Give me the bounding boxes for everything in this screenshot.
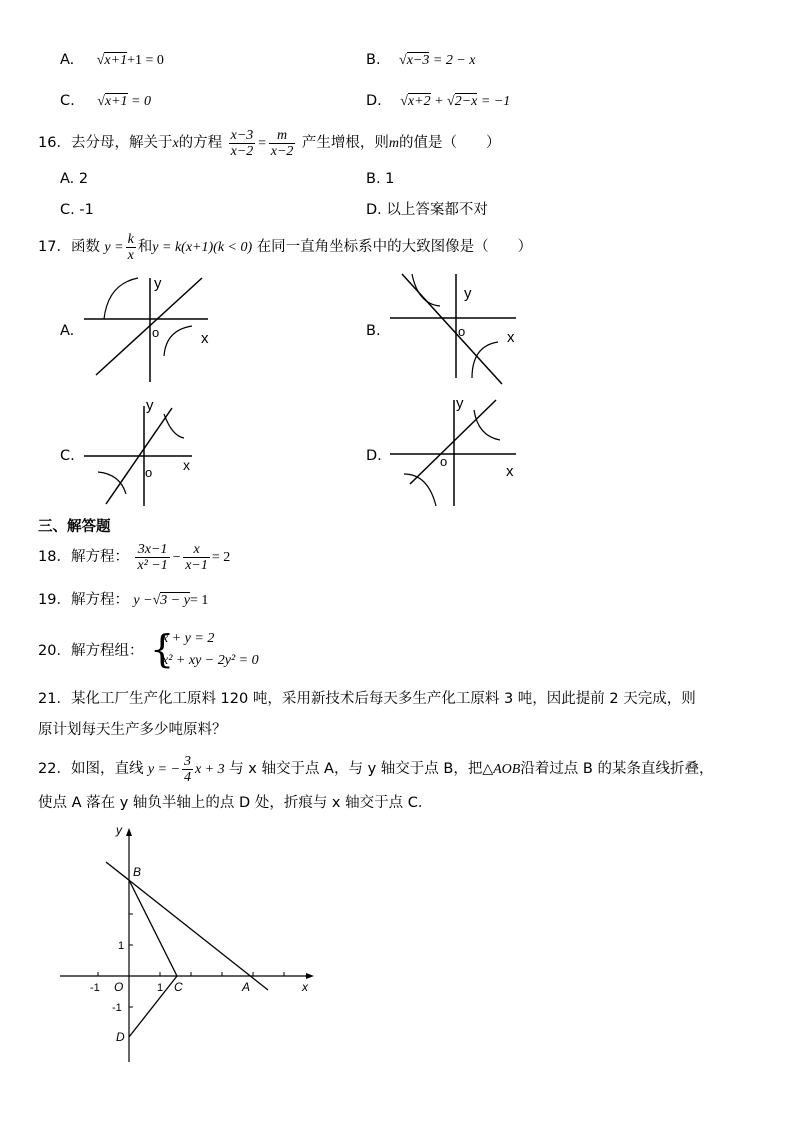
fig-x-label: x (302, 980, 308, 994)
q16-option-d: D. 以上答案都不对 (366, 202, 488, 218)
axis-x-label: x (506, 463, 514, 480)
axis-y-label: y (146, 397, 154, 414)
axis-y-label: y (154, 275, 162, 292)
q16-option-c: C. -1 (60, 202, 94, 218)
q17-graph-b (388, 270, 528, 390)
fig-point-b: B (133, 865, 142, 879)
fig-origin: O (114, 980, 124, 994)
origin-label: o (458, 324, 466, 339)
q17-graph-c (80, 396, 220, 508)
q17-label-d: D. (366, 448, 382, 464)
origin-label: o (145, 465, 153, 480)
q20-eq1: x + y = 2 (162, 631, 215, 646)
origin-label: o (440, 454, 448, 469)
axis-y-label: y (456, 396, 464, 412)
q19-stem: 19．解方程： y −√3 − y= 1 (38, 592, 209, 608)
origin-label: o (152, 325, 160, 340)
q16-stem: 16．去分母，解关于x的方程 $\frac{x-3}{x-2}$ = $\frac{m}{x-2}$ 产生增根，则m的值是（ ） (38, 127, 501, 159)
q17-label-c: C. (60, 448, 75, 464)
q20-eq2: x² + xy − 2y² = 0 (162, 653, 259, 668)
q22-stem: 22．如图，直线 y = − $\frac{3}{4}$ x + 3 与 x 轴交于点 A，与 y 轴交于点 B，把△AOB沿着过点 B 的某条直线折叠， (38, 753, 714, 785)
q17-stem: 17．函数 y = $\frac{k}{x}$ 和y = k(x+1)(k < 0) 在同一直角坐标系中的大致图像是（ ） (38, 231, 533, 263)
q17-label-b: B. (366, 323, 381, 339)
q22-line2: 使点 A 落在 y 轴负半轴上的点 D 处，折痕与 x 轴交于点 C． (38, 795, 433, 811)
q16-option-b: B. 1 (366, 171, 395, 187)
q20-stem: 20．解方程组： (38, 643, 144, 659)
q16-option-a: A. 2 (60, 171, 89, 187)
fig-y-one: 1 (118, 940, 125, 952)
q17-graph-a (80, 270, 220, 390)
q20-brace: { (150, 627, 175, 671)
q17-graph-d (386, 396, 526, 512)
axis-y-label: y (464, 285, 472, 302)
fig-point-d: D (116, 1030, 125, 1044)
fig-x-one: 1 (157, 982, 164, 994)
fig-x-neg1: -1 (90, 982, 100, 994)
q15-option-d: D. √x+2 + √2−x = −1 (366, 93, 511, 109)
section-heading: 三、解答题 (38, 519, 111, 535)
q15-option-c: C. √x+1 = 0 (60, 93, 151, 109)
fig-point-c: C (174, 980, 183, 994)
axis-x-label: x (183, 457, 190, 473)
q18-stem: 18．解方程： $\frac{3x-1}{\text{x² −1}}$ − $\frac{x}{x-1}$ = 2 (38, 541, 231, 573)
q21-line1: 21．某化工厂生产化工原料 120 吨，采用新技术后每天多生产化工原料 3 吨，因此提前 2 天完成，则 (38, 691, 696, 707)
q15-option-b: B. √x−3 = 2 − x (366, 52, 476, 68)
axis-x-label: x (507, 329, 515, 346)
axis-x-label: x (201, 330, 209, 347)
q15-option-a: A. √x+1+1 = 0 (60, 52, 164, 68)
q17-label-a: A. (60, 323, 75, 339)
q21-line2: 原计划每天生产多少吨原料？ (38, 722, 227, 738)
fig-y-neg1: -1 (112, 1002, 122, 1014)
fig-y-label: y (116, 823, 122, 837)
fig-point-a: A (242, 980, 251, 994)
q22-figure (56, 820, 326, 1070)
